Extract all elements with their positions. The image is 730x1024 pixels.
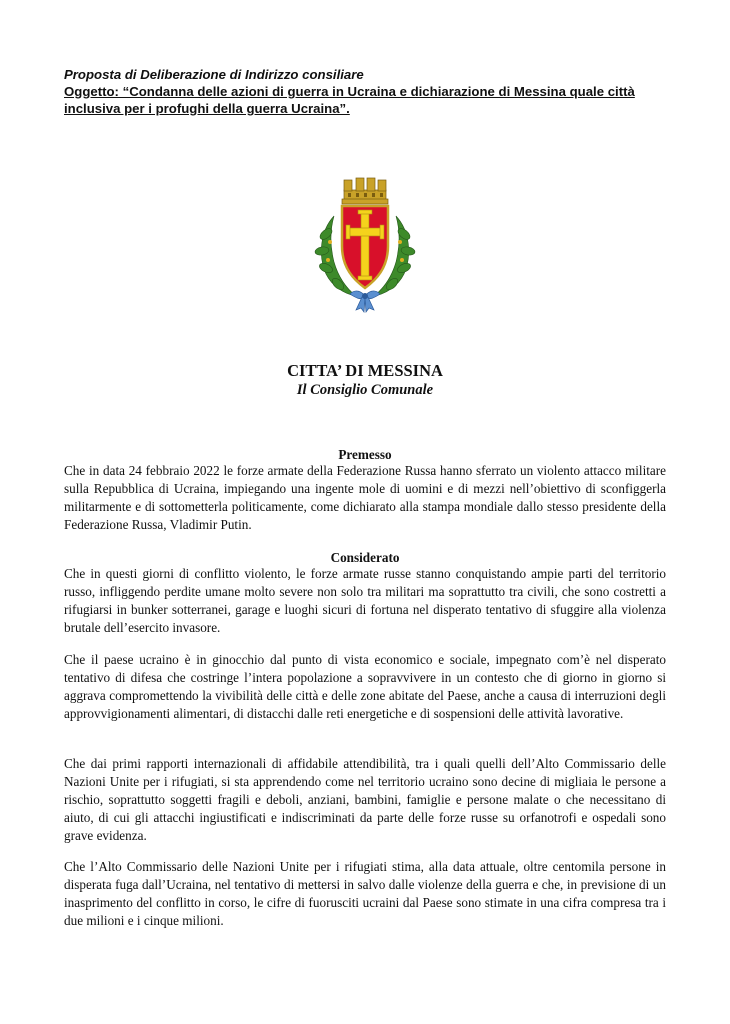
section-title-premesso: Premesso <box>338 447 392 462</box>
considerato-paragraph-4: Che l’Alto Commissario delle Nazioni Unite per i rifugiati stima, alla data attuale, oltre centomila persone in disperata fuga dall’Ucraina, nel tentativo di mettersi in salvo dalle violenze della guerra e che, in previsione di un inasprimento del conflitto in corso, le cifre di fuorusciti ucraini dal Paese sono stimate in una cifra compresa tra i due milioni e i cinque milioni. <box>64 859 666 928</box>
council-subtitle: Il Consiglio Comunale <box>296 382 434 398</box>
proposal-line: Proposta di Deliberazione di Indirizzo consiliare <box>64 67 364 82</box>
city-title: CITTA’ DI MESSINA <box>287 361 443 380</box>
subject-line: Oggetto: “Condanna delle azioni di guerra in Ucraina e dichiarazione di Messina quale città inclusiva per i profughi della guerra Ucraina”. <box>64 84 635 116</box>
considerato-paragraph-1: Che in questi giorni di conflitto violento, le forze armate russe stanno conquistando ampie parti del territorio russo, infliggendo perdite umane molto severe non solo tra militari ma soprattutto tra civili, che sono costretti a rifugiarsi in bunker sotterranei, garage e luoghi sicuri di fortuna nel disperato tentativo di sfuggire alla violenza brutale dell’esercito invasore. <box>64 566 666 635</box>
document-header <box>64 66 674 117</box>
considerato-paragraph-2: Che il paese ucraino è in ginocchio dal punto di vista economico e sociale, impegnato com’è nel disperato tentativo di difesa che costringe l’intera popolazione a sopravvivere in un contesto che di giorno in giorno si aggrava compromettendo la vivibilità delle città e delle zone abitate del Paese, anche a causa di interruzioni degli approvvigionamenti alimentari, di distacchi dalle reti energetiche e di sospensioni delle attività lavorative. <box>64 652 666 721</box>
messina-coat-of-arms-icon <box>312 176 418 314</box>
considerato-paragraph-3: Che dai primi rapporti internazionali di affidabile attendibilità, tra i quali quelli dell’Alto Commissario delle Nazioni Unite per i rifugiati, si sta apprendendo come nel territorio ucraino sono decine di migliaia le persone a rischio, soprattutto soggetti fragili e deboli, anziani, bambini, famiglie e persone malate o che necessitano di aiuto, di cui gli attacchi ingiustificati e indiscriminati da parte delle forze russe su orfanotrofi e ospedali sono grave evidenza. <box>64 756 666 843</box>
section-title-considerato: Considerato <box>330 550 400 565</box>
premesso-paragraph: Che in data 24 febbraio 2022 le forze armate della Federazione Russa hanno sferrato un violento attacco militare sulla Repubblica di Ucraina, impiegando una ingente mole di uomini e di mezzi nell’obiettivo di sconfiggerla militarmente e di sottometterla politicamente, come dichiarato alla stampa mondiale dallo stesso presidente della Federazione Russa, Vladimir Putin. <box>64 463 666 532</box>
